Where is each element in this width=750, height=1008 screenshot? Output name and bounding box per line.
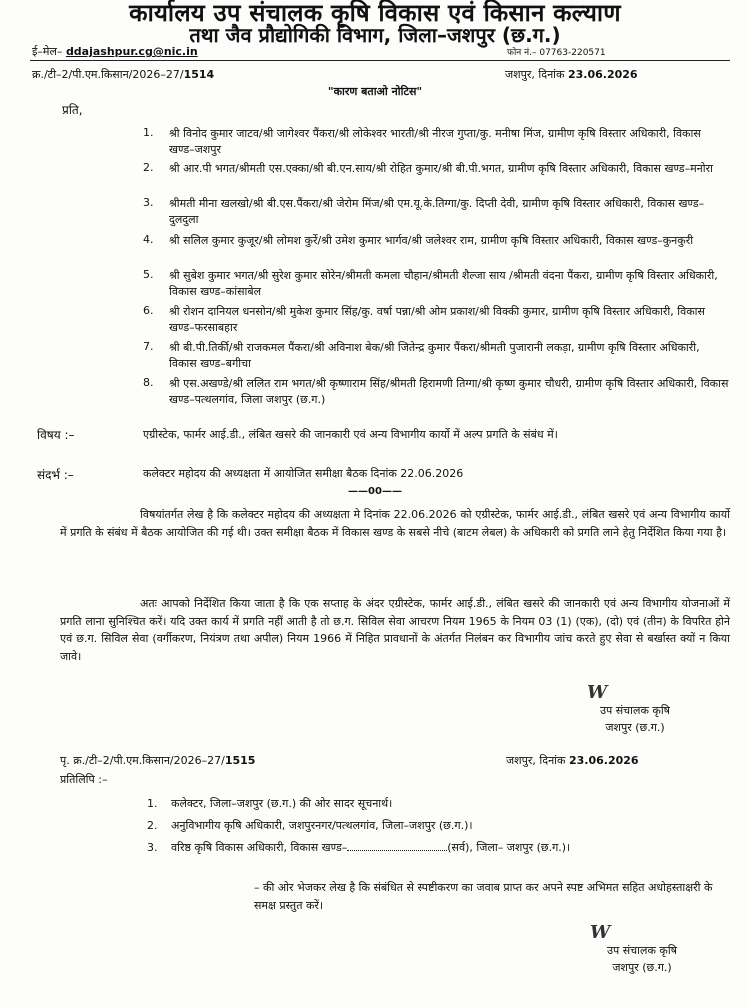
blank-line — [347, 840, 447, 851]
phone-line — [507, 45, 606, 58]
signature-block — [565, 684, 705, 736]
signature-mark: W — [590, 922, 611, 943]
pratilipi-label: प्रतिलिपि :– — [60, 773, 108, 786]
addressee-number: 6. — [143, 304, 154, 317]
addressee-text: श्री आर.पी भगत/श्रीमती एस.एक्का/श्री बी.एन.साय/श्री रोहित कुमार/श्री बी.पी.भगत, ग्रामीण कृषि विस्तार अधिकारी, विकास खण्ड–मनोरा — [169, 162, 713, 175]
section-divider: ——00—— — [348, 486, 402, 497]
copy-text-before: वरिष्ठ कृषि विकास अधिकारी, विकास खण्ड– — [171, 841, 348, 854]
endorsement-date — [506, 753, 639, 768]
reference-text: कलेक्टर महोदय की अध्यक्षता में आयोजित समीक्षा बैठक दिनांक 22.06.2026 — [143, 467, 464, 480]
copy-text — [171, 839, 727, 857]
signature-block-2 — [572, 924, 712, 976]
department-heading: तथा जैव प्रौद्योगिकी विभाग, जिला–जशपुर (छ.ग.) — [189, 23, 561, 47]
closing-text: – की ओर भेजकर लेख है कि संबंधित से स्पष्टीकरण का जवाब प्राप्त कर अपने स्पष्ट अभिमत सहित अधोहस्ताक्षरी के समक्ष प्रस्तुत करें। — [254, 881, 713, 912]
signatory-title: उप संचालक कृषि — [599, 704, 671, 717]
subject-text: एग्रीस्टेक, फार्मर आई.डी., लंबित खसरे की जानकारी एवं अन्य विभागीय कार्यो में अल्प प्रगति के संबंध में। — [143, 428, 558, 441]
addressee-text: श्री बी.पी.तिर्की/श्री राजकमल पैंकरा/श्री अविनाश बेक/श्री जितेन्द्र कुमार पैंकरा/श्रीमती पुजारानी लकड़ा, ग्रामीण कृषि विस्तार अधिकारी, विकास खण्ड–बगीचा — [169, 341, 700, 370]
addressee-number: 2. — [143, 161, 154, 174]
notice-title: "कारण बताओ नोटिस" — [327, 85, 423, 98]
addressee-number: 4. — [143, 233, 154, 246]
body-paragraph-1: विषयांतर्गत लेख है कि कलेक्टर महोदय की अध्यक्षता मे दिनांक 22.06.2026 को एग्रीस्टेक, फार्मर आई.डी., लंबित खसरे एवं अन्य विभागीय कार्यो में प्रगति के संबंध में बैठक आयोजित की गई थी। उक्त समीक्षा बैठक में विकास खण्ड के सबसे नीचे (बाटम लेबल) के अधिकारी को प्रगति लाने हेतु निर्देशित किया गया है। — [60, 508, 730, 539]
addressee-text: श्री रोशन दानियल धनसोन/श्री मुकेश कुमार सिंह/कु. वर्षा पन्ना/श्री ओम प्रकाश/श्री विक्की कुमार, ग्रामीण कृषि विस्तार अधिकारी, विकास खण्ड–फरसाबहार — [169, 305, 705, 334]
copy-text: कलेक्टर, जिला–जशपुर (छ.ग.) की ओर सादर सूचनार्थ। — [171, 797, 393, 810]
addressee-number: 1. — [143, 126, 154, 139]
addressee-number: 8. — [143, 376, 154, 389]
place-date-label: जशपुर, दिनांक — [506, 754, 566, 767]
email-address: ddajashpur.cg@nic.in — [65, 45, 198, 58]
place-date-label: जशपुर, दिनांक — [505, 68, 565, 81]
addressee-number: 5. — [143, 268, 154, 281]
reference-prefix: क्र./टी–2/पी.एम.किसान/2026–27/ — [32, 68, 184, 81]
reference-number-value: 1514 — [183, 68, 215, 81]
phone-number: 07763-220571 — [539, 48, 606, 58]
date-value: 23.06.2026 — [568, 754, 639, 767]
reference-label: संदर्भ :– — [37, 468, 74, 482]
addressee-text: श्रीमती मीना खलखो/श्री बी.एस.पैंकरा/श्री जेरोम मिंज/श्री एम.यू.के.तिग्गा/कु. दिप्ती देवी, ग्रामीण कृषि विस्तार अधिकारी, विकास खण्ड–दुलदुला — [169, 197, 705, 226]
prati-label: प्रति, — [62, 103, 83, 117]
subject-label: विषय :– — [37, 428, 75, 442]
office-heading: कार्यालय उप संचालक कृषि विकास एवं किसान कल्याण — [129, 0, 621, 27]
addressee-text: श्री एस.अखण्डे/श्री ललित राम भगत/श्री कृष्णाराम सिंह/श्रीमती हिरामणी तिग्गा/श्री कृष्ण कुमार चौधरी, ग्रामीण कृषि विस्तार अधिकारी, विकास खण्ड–पत्थलगांव, जिला जशपुर (छ.ग.) — [169, 377, 729, 406]
addressee-number: 3. — [143, 196, 154, 209]
phone-label: फोन नं.– — [507, 48, 537, 58]
email-label: ई–मेल– — [32, 45, 63, 58]
copy-number: 3. — [147, 841, 158, 854]
addressee-text: श्री सुबेश कुमार भगत/श्री सुरेश कुमार सोरेन/श्रीमती कमला चौहान/श्रीमती शैल्जा साय /श्रीमती वंदना पैंकरा, ग्रामीण कृषि विस्तार अधिकारी, विकास खण्ड–कांसाबेल — [169, 269, 718, 298]
signatory-place: जशपुर (छ.ग.) — [605, 721, 665, 734]
date-value: 23.06.2026 — [567, 68, 638, 81]
signatory-title: उप संचालक कृषि — [606, 944, 678, 957]
email-line — [32, 44, 198, 59]
signatory-place: जशपुर (छ.ग.) — [612, 961, 672, 974]
signature-mark: W — [587, 682, 608, 703]
copy-number: 2. — [147, 819, 158, 832]
endorsement-number: 1515 — [224, 754, 256, 767]
addressee-text: श्री विनोद कुमार जाटव/श्री जागेश्वर पैंकरा/श्री लोकेश्वर भारती/श्री नीरज गुप्ता/कु. मनीषा मिंज, ग्रामीण कृषि विस्तार अधिकारी, विकास खण्ड–जशपुर — [169, 127, 701, 156]
copy-text-after: (सर्व), जिला– जशपुर (छ.ग.)। — [447, 841, 571, 854]
reference-number — [32, 67, 214, 82]
body-paragraph-2: अतः आपको निर्देशित किया जाता है कि एक सप्ताह के अंदर एग्रीस्टेक, फार्मर आई.डी., लंबित खसरे की जानकारी एवं अन्य विभागीय योजनाओं में प्रगति लाना सुनिश्चित करें। यदि उक्त कार्य में प्रगति नहीं आती है तो छ.ग. सिविल सेवा आचरण नियम 1965 के नियम 03 (1) (एक), (दो) एवं (तीन) के विपरित होने एवं छ.ग. सिविल सेवा (वर्गीकरण, नियंत्रण तथा अपील) नियम 1966 में निहित प्रावधानों के अंतर्गत निलंबन कर विभागीय जांच करते हुए सेवा से बर्खास्त क्यों न किया जावे। — [60, 597, 730, 663]
endorsement-reference — [60, 753, 255, 768]
addressee-text: श्री सलिल कुमार कुजूर/श्री लोमश कुर्रे/श्री उमेश कुमार भार्गव/श्री जलेश्वर राम, ग्रामीण कृषि विस्तार अधिकारी, विकास खण्ड–कुनकुरी — [169, 234, 694, 247]
endorsement-prefix: पृ. क्र./टी–2/पी.एम.किसान/2026–27/ — [60, 754, 225, 767]
header-divider — [30, 60, 730, 61]
copy-number: 1. — [147, 797, 158, 810]
reference-date — [505, 67, 638, 82]
addressee-number: 7. — [143, 340, 154, 353]
copy-text: अनुविभागीय कृषि अधिकारी, जशपुरनगर/पत्थलगांव, जिला–जशपुर (छ.ग.)। — [171, 819, 473, 832]
